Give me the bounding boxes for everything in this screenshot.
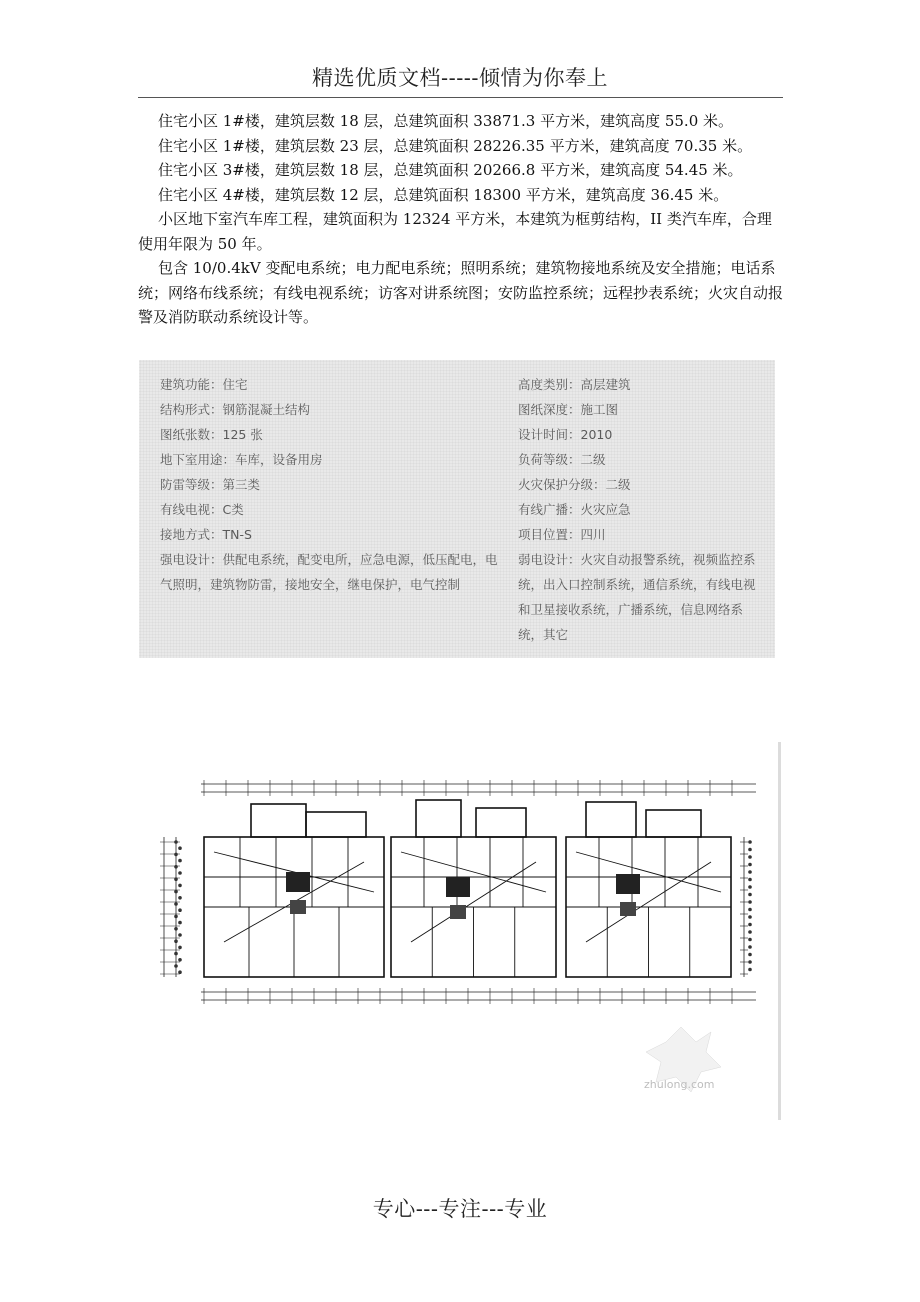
info-sheet-count: 图纸张数：125 张 — [160, 427, 263, 442]
paragraph-building-4: 住宅小区 4#楼，建筑层数 12 层，总建筑面积 18300 平方米，建筑高度 36.45 米。 — [158, 185, 729, 204]
floor-plan-drawing — [146, 742, 782, 1120]
info-function: 建筑功能：住宅 — [160, 377, 248, 392]
info-structure: 结构形式：钢筋混凝土结构 — [160, 402, 311, 417]
info-weak-current-design: 弱电设计：火灾自动报警系统，视频监控系统，出入口控制系统，通信系统，有线电视和卫星接收系统，广播系统，信息网络系统，其它 — [518, 552, 756, 642]
info-height-class: 高度类别：高层建筑 — [518, 377, 631, 392]
info-column-left — [160, 372, 500, 597]
page-footer: 专心---专注---专业 — [372, 1197, 548, 1221]
info-location: 项目位置：四川 — [518, 527, 606, 542]
info-drawing-depth: 图纸深度：施工图 — [518, 402, 619, 417]
paragraph-building-1: 住宅小区 1#楼，建筑层数 18 层，总建筑面积 33871.3 平方米，建筑高度 55.0 米。 — [158, 112, 734, 130]
paragraph-systems: 包含 10/0.4kV 变配电系统；电力配电系统；照明系统；建筑物接地系统及安全措施；电话系统；网络布线系统；有线电视系统；访客对讲系统图；安防监控系统；远程抄表系统；火灾自动报警及消防联动系统设计等。 — [138, 259, 784, 326]
info-design-year: 设计时间：2010 — [518, 427, 613, 442]
info-broadcast: 有线广播：火灾应急 — [518, 502, 631, 517]
drawing-right-border — [778, 742, 781, 1120]
page-header: 精选优质文档-----倾情为你奉上 — [312, 66, 608, 90]
paragraph-building-3: 住宅小区 3#楼，建筑层数 18 层，总建筑面积 20266.8 平方米，建筑高度 54.45 米。 — [158, 161, 743, 179]
header-divider — [138, 97, 783, 98]
paragraph-garage: 小区地下室汽车库工程，建筑面积为 12324 平方米，本建筑为框剪结构，II 类汽车库，合理使用年限为 50 年。 — [138, 210, 772, 253]
info-load-class: 负荷等级：二级 — [518, 452, 606, 467]
watermark-text: zhulong.com — [644, 1078, 715, 1091]
info-lightning-class: 防雷等级：第三类 — [160, 477, 261, 492]
project-description — [138, 109, 786, 330]
info-basement-use: 地下室用途：车库，设备用房 — [160, 452, 323, 467]
floor-plan-svg — [146, 742, 782, 1120]
info-column-right — [518, 372, 763, 647]
info-power-design: 强电设计：供配电系统，配变电所，应急电源，低压配电，电气照明，建筑物防雷，接地安全，继电保护，电气控制 — [160, 552, 498, 592]
info-cable-tv: 有线电视：C类 — [160, 502, 244, 517]
paragraph-building-2: 住宅小区 1#楼，建筑层数 23 层，总建筑面积 28226.35 平方米，建筑高度 70.35 米。 — [158, 136, 753, 155]
project-info-box — [139, 360, 775, 658]
info-grounding: 接地方式：TN-S — [160, 527, 252, 542]
info-fire-class: 火灾保护分级：二级 — [518, 477, 631, 492]
